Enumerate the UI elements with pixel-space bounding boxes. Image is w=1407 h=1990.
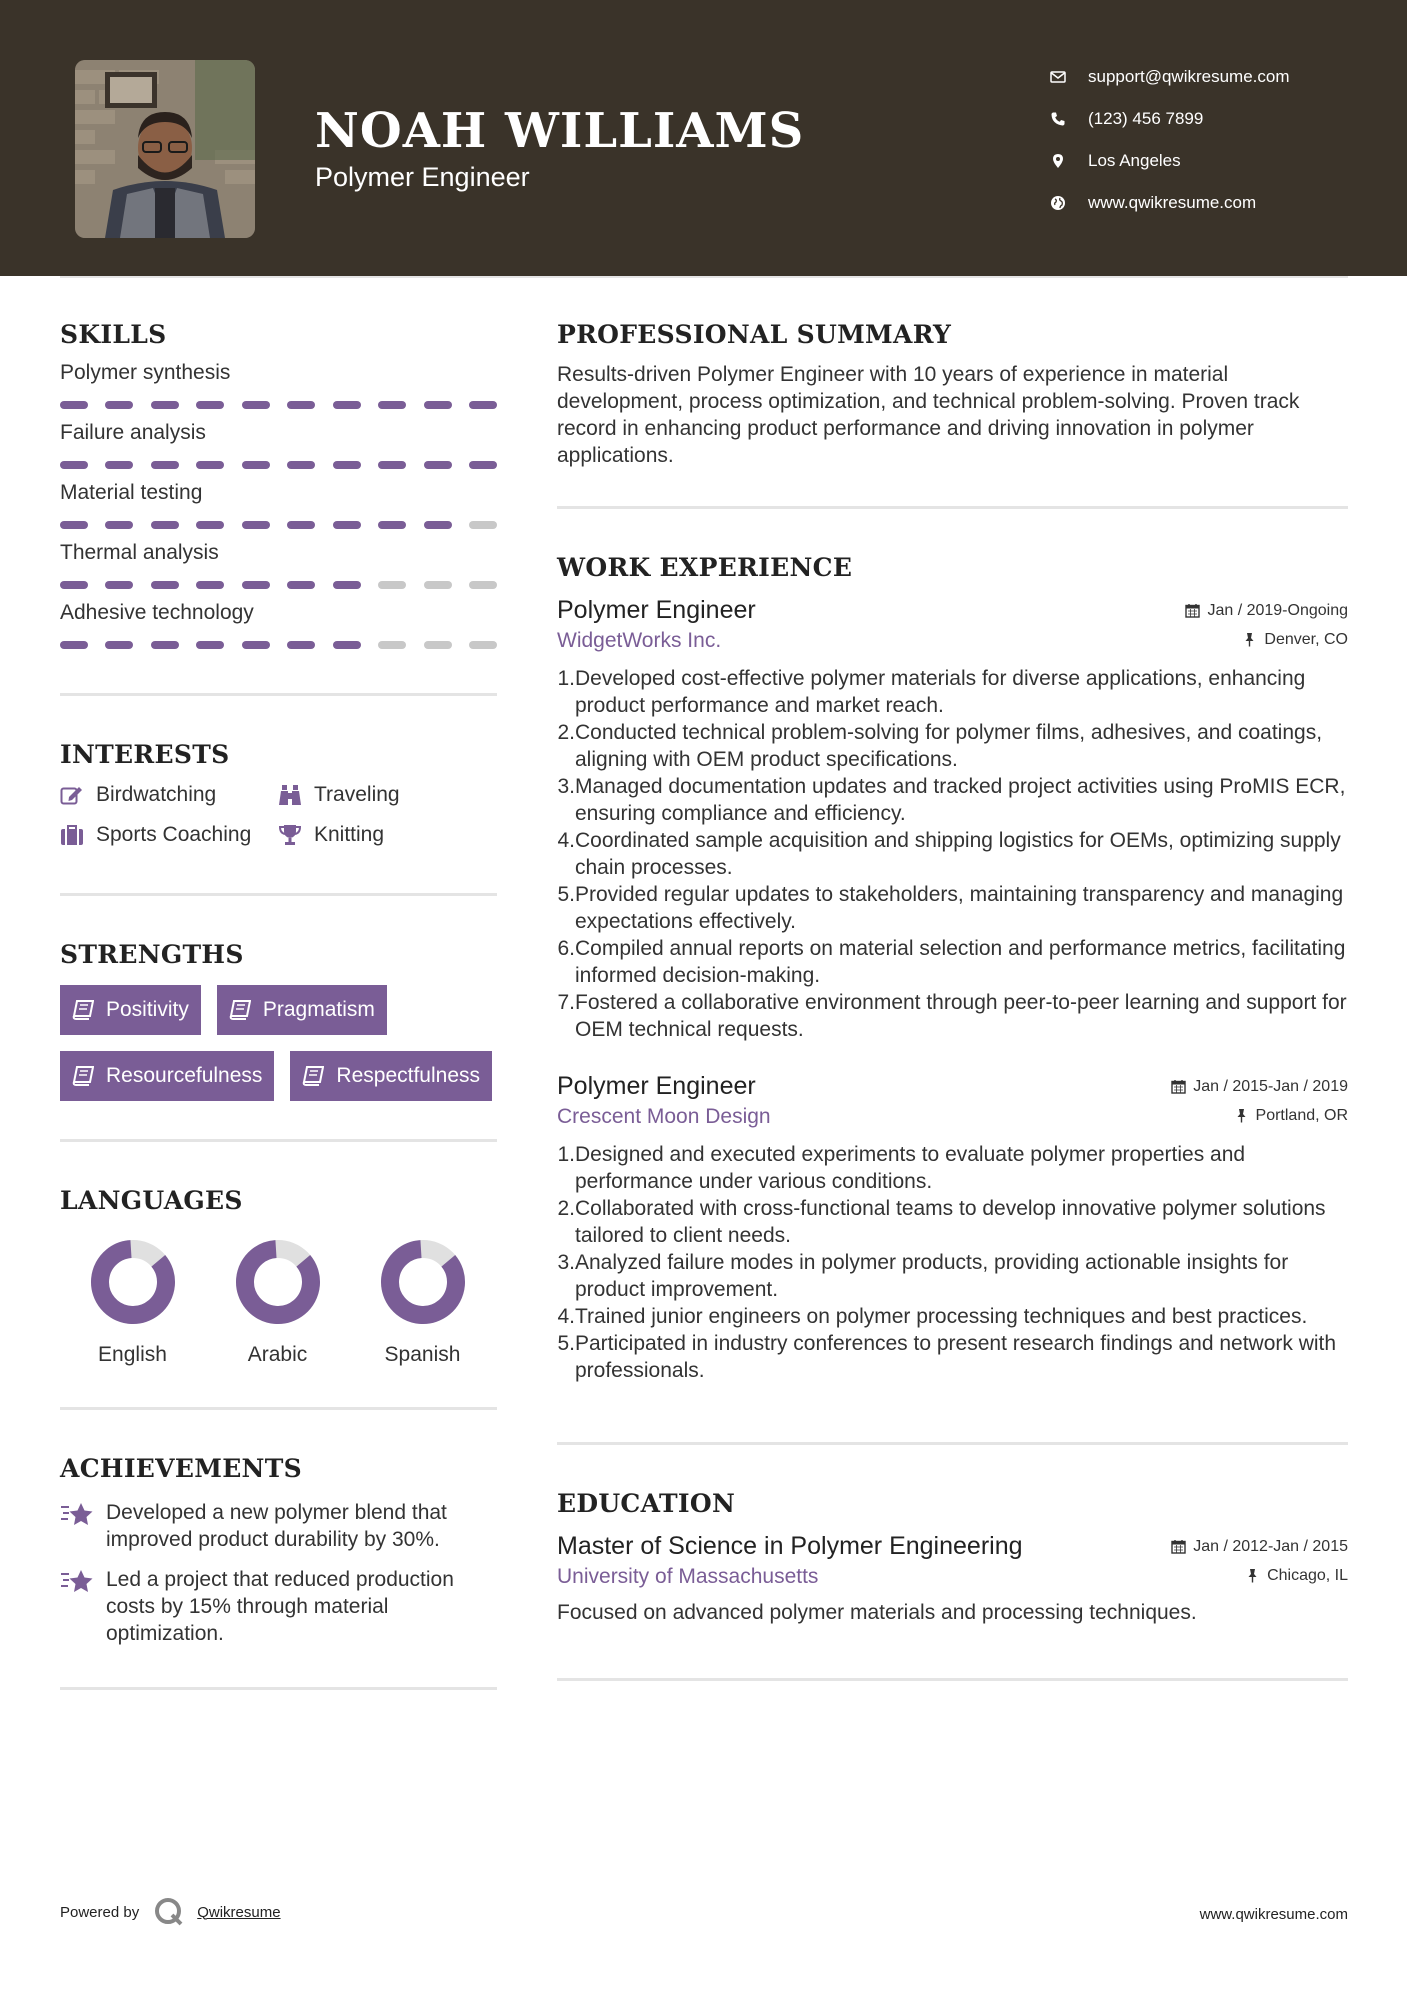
education-location [1245, 1567, 1348, 1585]
rating-dot-filled [196, 641, 224, 649]
bullet-text: Analyzed failure modes in polymer products, providing actionable insights for product improvement. [575, 1251, 1289, 1301]
rating-dot-filled [60, 401, 88, 409]
job-title: Polymer Engineer [557, 596, 756, 624]
calendar-icon [1171, 1079, 1186, 1094]
strengths-section [60, 940, 497, 1101]
bullet-text: Trained junior engineers on polymer processing techniques and best practices. [575, 1305, 1308, 1328]
contact-phone[interactable] [1050, 98, 1380, 140]
strengths-title: STRENGTHS [60, 940, 244, 969]
job-bullet [557, 719, 1348, 773]
rating-dot-filled [151, 401, 179, 409]
book-icon [302, 1066, 324, 1086]
rating-dot-filled [287, 401, 315, 409]
rating-dot-filled [60, 641, 88, 649]
bullet-number: 5. [557, 1332, 575, 1355]
job-location [1234, 1107, 1348, 1125]
briefcase-icon [60, 824, 84, 846]
bullet-text: Participated in industry conferences to present research findings and network with professionals. [575, 1332, 1337, 1382]
rating-dot-filled [424, 521, 452, 529]
rating-dot-filled [287, 521, 315, 529]
rating-dot-filled [287, 461, 315, 469]
bullet-number: 7. [557, 991, 575, 1014]
job-bullet [557, 989, 1348, 1043]
job-bullet [557, 665, 1348, 719]
bullet-text: Managed documentation updates and tracked project activities using ProMIS ECR, ensuring compliance and efficiency. [575, 775, 1346, 825]
skill-rating [60, 461, 497, 469]
qwikresume-logo-icon [153, 1896, 185, 1928]
calendar-icon [1171, 1539, 1186, 1554]
language-donut [233, 1237, 323, 1327]
strength-label: Respectfulness [336, 1064, 480, 1087]
candidate-role: Polymer Engineer [315, 162, 530, 192]
skill-rating [60, 401, 497, 409]
skills-list [60, 361, 497, 649]
book-icon [229, 1000, 251, 1020]
section-divider [557, 1442, 1348, 1445]
rating-dot-empty [378, 641, 406, 649]
rating-dot-filled [469, 401, 497, 409]
rating-dot-filled [287, 641, 315, 649]
language-item [350, 1237, 495, 1367]
education-date-text: Jan / 2012-Jan / 2015 [1193, 1537, 1348, 1555]
summary-section [557, 320, 1348, 469]
rating-dot-filled [333, 401, 361, 409]
qwikresume-link[interactable]: Qwikresume [197, 1903, 281, 1921]
language-item [205, 1237, 350, 1367]
bullet-text: Provided regular updates to stakeholders, maintaining transparency and managing expectations effectively. [575, 883, 1344, 933]
rating-dot-filled [333, 581, 361, 589]
star-icon [60, 1568, 94, 1596]
education-description: Focused on advanced polymer materials and processing techniques. [557, 1601, 1197, 1624]
section-divider [60, 1139, 497, 1142]
job-bullet [557, 881, 1348, 935]
languages-list [60, 1237, 497, 1367]
company-name: Crescent Moon Design [557, 1105, 771, 1128]
contact-list [1050, 56, 1380, 224]
job-bullet [557, 773, 1348, 827]
skill-name: Thermal analysis [60, 541, 219, 564]
footer-website[interactable]: www.qwikresume.com [1199, 1906, 1348, 1923]
bullet-text: Designed and executed experiments to evaluate polymer properties and performance under various conditions. [575, 1143, 1246, 1193]
job-title: Polymer Engineer [557, 1072, 756, 1100]
strength-tag [217, 985, 387, 1035]
achievement-item [60, 1499, 497, 1553]
rating-dot-filled [378, 401, 406, 409]
bullet-number: 1. [557, 667, 575, 690]
contact-website[interactable] [1050, 182, 1380, 224]
rating-dot-filled [242, 521, 270, 529]
job-date [1171, 1078, 1348, 1096]
education-section [557, 1489, 1348, 1626]
job-bullet [557, 1195, 1348, 1249]
rating-dot-filled [60, 461, 88, 469]
school-name: University of Massachusetts [557, 1565, 819, 1588]
rating-dot-filled [242, 641, 270, 649]
star-icon [60, 1501, 94, 1529]
interests-list [60, 783, 497, 847]
job-bullets [557, 1141, 1348, 1384]
company-name: WidgetWorks Inc. [557, 629, 722, 652]
rating-dot-filled [424, 401, 452, 409]
bullet-number: 5. [557, 883, 575, 906]
job-date [1185, 602, 1348, 620]
job-date-text: Jan / 2015-Jan / 2019 [1193, 1077, 1348, 1095]
contact-website-text: www.qwikresume.com [1088, 193, 1257, 212]
pushpin-icon [1245, 1568, 1260, 1583]
bullet-number: 4. [557, 829, 575, 852]
contact-location [1050, 140, 1380, 182]
section-divider [60, 693, 497, 696]
skills-title: SKILLS [60, 320, 167, 349]
skill-name: Polymer synthesis [60, 361, 231, 384]
contact-phone-text: (123) 456 7899 [1088, 109, 1204, 128]
bullet-number: 3. [557, 1251, 575, 1274]
rating-dot-filled [60, 521, 88, 529]
section-divider [60, 893, 497, 896]
trophy-icon [278, 824, 302, 846]
bullet-number: 2. [557, 721, 575, 744]
interest-item [60, 783, 278, 807]
education-date [1171, 1538, 1348, 1556]
rating-dot-empty [469, 641, 497, 649]
strength-label: Positivity [106, 998, 189, 1021]
interest-item [60, 823, 278, 847]
rating-dot-empty [469, 581, 497, 589]
profile-photo [75, 60, 255, 238]
rating-dot-filled [151, 461, 179, 469]
resume-header [0, 0, 1407, 276]
skills-section [60, 320, 497, 649]
rating-dot-filled [151, 581, 179, 589]
strength-tag [290, 1051, 492, 1101]
pushpin-icon [1242, 632, 1257, 647]
strength-label: Resourcefulness [106, 1064, 263, 1087]
interest-label: Knitting [314, 823, 385, 846]
bullet-number: 6. [557, 937, 575, 960]
job-bullet [557, 1303, 1348, 1330]
binoculars-icon [278, 784, 302, 806]
bullet-number: 3. [557, 775, 575, 798]
achievement-text: Developed a new polymer blend that improved product durability by 30%. [106, 1501, 447, 1551]
job-bullet [557, 827, 1348, 881]
job-date-text: Jan / 2019-Ongoing [1207, 601, 1348, 619]
skill-name: Failure analysis [60, 421, 206, 444]
job-location-text: Denver, CO [1264, 630, 1348, 648]
summary-title: PROFESSIONAL SUMMARY [557, 320, 952, 349]
rating-dot-filled [105, 521, 133, 529]
strengths-list [60, 985, 497, 1101]
interest-item [278, 783, 496, 807]
rating-dot-filled [196, 461, 224, 469]
bullet-number: 4. [557, 1305, 575, 1328]
education-title: EDUCATION [557, 1489, 736, 1518]
rating-dot-empty [424, 581, 452, 589]
bullet-text: Collaborated with cross-functional teams to develop innovative polymer solutions tailored to client needs. [575, 1197, 1326, 1247]
interest-item [278, 823, 496, 847]
bullet-text: Developed cost-effective polymer materials for diverse applications, enhancing product performance and market reach. [575, 667, 1306, 717]
rating-dot-filled [378, 461, 406, 469]
interest-label: Traveling [314, 783, 400, 806]
right-column [557, 320, 1348, 1681]
education-location-text: Chicago, IL [1267, 1566, 1348, 1584]
calendar-icon [1185, 603, 1200, 618]
bullet-number: 1. [557, 1143, 575, 1166]
rating-dot-filled [242, 581, 270, 589]
language-item [60, 1237, 205, 1367]
rating-dot-filled [469, 461, 497, 469]
rating-dot-filled [333, 641, 361, 649]
contact-email-text: support@qwikresume.com [1088, 67, 1290, 86]
rating-dot-filled [196, 401, 224, 409]
footer-powered-by [60, 1896, 281, 1928]
strength-label: Pragmatism [262, 998, 375, 1021]
book-icon [72, 1066, 94, 1086]
bullet-number: 2. [557, 1197, 575, 1220]
summary-text: Results-driven Polymer Engineer with 10 years of experience in material development, process optimization, and technical problem-solving. Proven track record in enhancing product performance and driving innovation in polymer applications. [557, 363, 1300, 467]
rating-dot-filled [60, 581, 88, 589]
achievements-title: ACHIEVEMENTS [60, 1454, 302, 1483]
language-donut [378, 1237, 468, 1327]
bullet-text: Coordinated sample acquisition and shipping logistics for OEMs, optimizing supply chain processes. [575, 829, 1341, 879]
rating-dot-filled [333, 461, 361, 469]
job-bullets [557, 665, 1348, 1043]
map-marker-icon [1050, 153, 1088, 169]
edit-icon [60, 784, 84, 806]
rating-dot-filled [196, 521, 224, 529]
strength-tag [60, 985, 201, 1035]
skill-name: Material testing [60, 481, 203, 504]
language-name: English [98, 1343, 167, 1366]
job-location [1242, 631, 1348, 649]
skill-rating [60, 581, 497, 589]
powered-by-text: Powered by [60, 1903, 140, 1921]
section-divider [557, 506, 1348, 509]
left-column [60, 320, 497, 1690]
work-title: WORK EXPERIENCE [557, 553, 853, 582]
job-bullet [557, 1141, 1348, 1195]
achievements-section [60, 1454, 497, 1647]
achievement-text: Led a project that reduced production costs by 15% through material optimization. [106, 1568, 454, 1645]
bullet-text: Compiled annual reports on material selection and performance metrics, facilitating informed decision-making. [575, 937, 1346, 987]
rating-dot-filled [196, 581, 224, 589]
degree-title: Master of Science in Polymer Engineering [557, 1532, 1023, 1560]
rating-dot-filled [287, 581, 315, 589]
interest-label: Sports Coaching [96, 823, 252, 846]
skill-name: Adhesive technology [60, 601, 254, 624]
job-location-text: Portland, OR [1255, 1106, 1348, 1124]
rating-dot-filled [105, 461, 133, 469]
job-entry [557, 1072, 1348, 1384]
job-bullet [557, 1249, 1348, 1303]
header-divider [60, 276, 1348, 278]
contact-location-text: Los Angeles [1088, 151, 1181, 170]
rating-dot-filled [378, 521, 406, 529]
strength-tag [60, 1051, 274, 1101]
contact-email[interactable] [1050, 56, 1380, 98]
rating-dot-filled [333, 521, 361, 529]
achievement-item [60, 1566, 497, 1647]
rating-dot-empty [378, 581, 406, 589]
book-icon [72, 1000, 94, 1020]
interest-label: Birdwatching [96, 783, 217, 806]
rating-dot-filled [242, 401, 270, 409]
rating-dot-empty [469, 521, 497, 529]
phone-icon [1050, 111, 1088, 127]
rating-dot-empty [424, 641, 452, 649]
language-donut [88, 1237, 178, 1327]
job-entry [557, 596, 1348, 1043]
globe-icon [1050, 195, 1088, 211]
candidate-name: NOAH WILLIAMS [315, 103, 805, 159]
rating-dot-filled [105, 581, 133, 589]
envelope-icon [1050, 69, 1088, 85]
interests-title: INTERESTS [60, 740, 230, 769]
rating-dot-filled [105, 641, 133, 649]
section-divider [60, 1407, 497, 1410]
skill-rating [60, 641, 497, 649]
bullet-text: Fostered a collaborative environment through peer-to-peer learning and support for OEM technical requests. [575, 991, 1347, 1041]
rating-dot-filled [242, 461, 270, 469]
pushpin-icon [1234, 1108, 1249, 1123]
rating-dot-filled [151, 521, 179, 529]
rating-dot-filled [424, 461, 452, 469]
languages-section [60, 1186, 497, 1367]
bullet-text: Conducted technical problem-solving for polymer films, adhesives, and coatings, aligning with OEM product specifications. [575, 721, 1323, 771]
language-name: Spanish [384, 1343, 461, 1366]
job-bullet [557, 935, 1348, 989]
skill-rating [60, 521, 497, 529]
rating-dot-filled [105, 401, 133, 409]
section-divider [557, 1678, 1348, 1681]
section-divider [60, 1687, 497, 1690]
languages-title: LANGUAGES [60, 1186, 243, 1215]
job-bullet [557, 1330, 1348, 1384]
interests-section [60, 740, 497, 847]
rating-dot-filled [151, 641, 179, 649]
language-name: Arabic [247, 1343, 308, 1366]
work-section [557, 553, 1348, 1384]
